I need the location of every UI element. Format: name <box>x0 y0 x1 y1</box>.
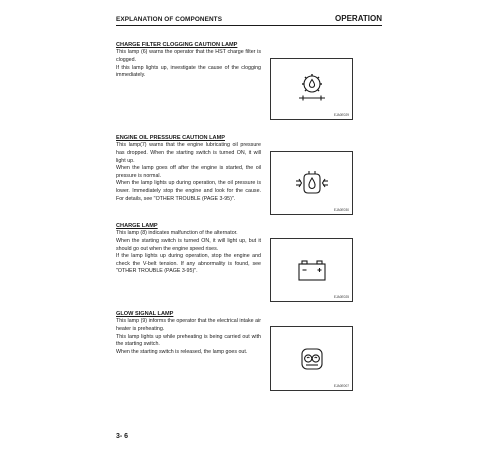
section-title: CHARGE LAMP <box>116 223 158 229</box>
figure-code: EJA0E025 <box>333 295 349 299</box>
paragraph: When the lamp goes off after the engine is started, the oil pressure is normal. <box>116 165 261 179</box>
section-title: GLOW SIGNAL LAMP <box>116 311 174 317</box>
paragraph: When the starting switch is turned ON, it will light up, but it should go out when the engine speed rises. <box>116 237 261 252</box>
figure-code: EJA0E030 <box>333 208 349 212</box>
paragraph: This lamp (6) warns the operator that the HST charge filter is clogged. <box>116 49 261 63</box>
figure-code: EJA0E029 <box>333 113 349 117</box>
section-glow-signal-lamp <box>116 311 261 356</box>
engine-oil-pressure-icon <box>290 168 334 198</box>
figure-charge-filter <box>270 58 353 120</box>
paragraph: If the lamp lights up during operation, stop the engine and check the V-belt tension. If any abnormality is found, see "OTHER TROUBLE (PAGE 3-95)". <box>116 253 261 275</box>
charge-filter-icon <box>292 73 332 105</box>
section-charge-lamp <box>116 223 261 276</box>
battery-charge-icon <box>292 257 332 283</box>
running-header-section: EXPLANATION OF COMPONENTS <box>116 16 223 23</box>
figure-code: EJA0E007 <box>333 384 349 388</box>
figure-charge-lamp <box>270 238 353 302</box>
section-body <box>116 318 261 356</box>
paragraph: When the lamp lights up during operation, the oil pressure is lower. Immediately stop the engine and look for the cause. For details, see "OTHER TROUBLE (PAGE 3-95)". <box>116 180 261 202</box>
glow-plug-icon <box>297 344 327 374</box>
section-charge-filter-lamp <box>116 42 261 80</box>
page-number: 3- 6 <box>116 433 129 440</box>
section-body <box>116 142 261 203</box>
header-rule <box>116 25 382 26</box>
figure-glow-signal <box>270 326 353 391</box>
section-title: CHARGE FILTER CLOGGING CAUTION LAMP <box>116 42 238 48</box>
running-header-chapter: OPERATION <box>335 14 382 23</box>
paragraph: When the starting switch is released, the lamp goes out. <box>116 348 248 355</box>
paragraph: This lamp(7) warns that the engine lubricating oil pressure has dropped. When the starting switch is turned ON, it will light up. <box>116 142 261 164</box>
section-body <box>116 230 261 276</box>
paragraph: This lamp (8) indicates malfunction of the alternator. <box>116 230 238 237</box>
paragraph: This lamp lights up while preheating is being carried out with the starting switch. <box>116 333 261 348</box>
section-title: ENGINE OIL PRESSURE CAUTION LAMP <box>116 135 225 141</box>
figure-oil-pressure <box>270 151 353 215</box>
paragraph: This lamp (9) informs the operator that the electrical intake air heater is preheating. <box>116 318 261 332</box>
section-oil-pressure-lamp <box>116 135 261 203</box>
section-body <box>116 49 261 79</box>
paragraph: If this lamp lights up, investigate the cause of the clogging immediately. <box>116 64 261 79</box>
